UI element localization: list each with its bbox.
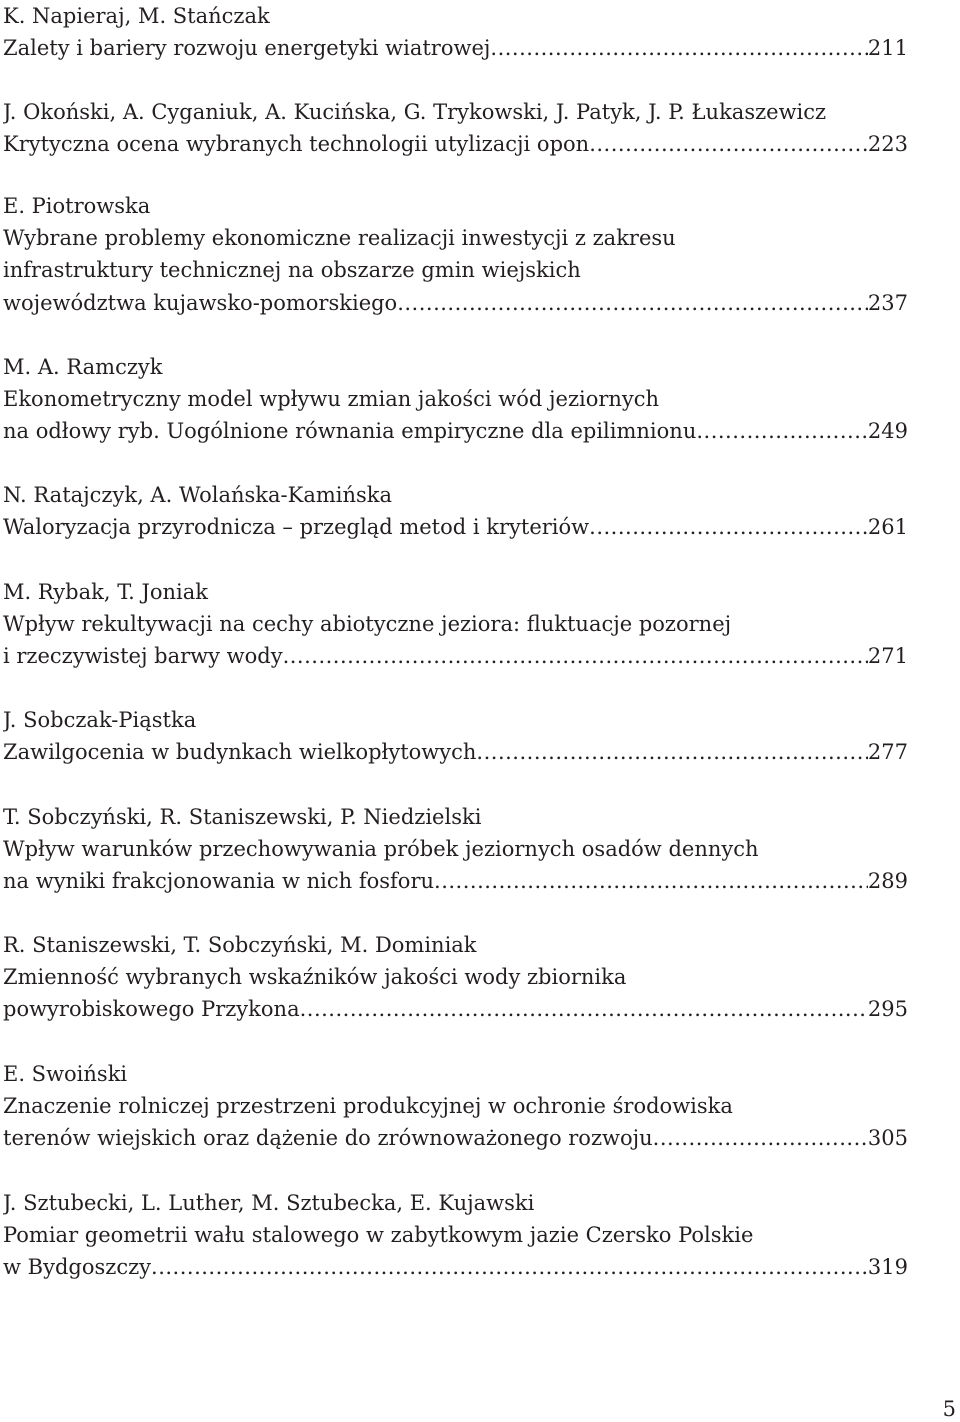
entry-page-number: 295 — [867, 997, 908, 1022]
toc-entry — [3, 0, 908, 64]
dot-leader — [397, 287, 868, 319]
toc-entry — [3, 576, 908, 673]
entry-title-line: Zmienność wybranych wskaźników jakości wody zbiornika — [3, 965, 627, 990]
entry-authors: J. Sobczak-Piąstka — [3, 708, 197, 732]
entry-page-number: 249 — [867, 419, 908, 444]
entry-authors: E. Swoiński — [3, 1062, 128, 1086]
entry-title: powyrobiskowego Przykona — [3, 997, 300, 1022]
dot-leader — [151, 1251, 868, 1283]
entry-authors: T. Sobczyński, R. Staniszewski, P. Niedzielski — [3, 805, 482, 829]
toc-entry — [3, 351, 908, 448]
dot-leader — [589, 128, 868, 160]
entry-title-line: infrastruktury technicznej na obszarze gmin wiejskich — [3, 258, 581, 283]
toc-entry — [3, 704, 908, 768]
entry-authors: J. Sztubecki, L. Luther, M. Sztubecka, E. Kujawski — [3, 1191, 535, 1215]
entry-title-line: Znaczenie rolniczej przestrzeni produkcyjnej w ochronie środowiska — [3, 1094, 733, 1119]
entry-title: Zalety i bariery rozwoju energetyki wiatrowej — [3, 36, 491, 61]
page-number: 5 — [942, 1397, 956, 1421]
entry-title: Krytyczna ocena wybranych technologii utylizacji opon — [3, 132, 590, 157]
entry-title: Zawilgocenia w budynkach wielkopłytowych — [3, 740, 477, 765]
toc-entry — [3, 190, 908, 319]
entry-title-line — [3, 1122, 908, 1154]
entry-title-line: Wpływ rekultywacji na cechy abiotyczne jeziora: fluktuacje pozornej — [3, 612, 732, 637]
entry-title-line: Wybrane problemy ekonomiczne realizacji inwestycji z zakresu — [3, 226, 676, 251]
entry-title: Waloryzacja przyrodnicza – przegląd metod i kryteriów — [3, 515, 590, 540]
entry-authors: R. Staniszewski, T. Sobczyński, M. Dominiak — [3, 933, 477, 957]
entry-title: terenów wiejskich oraz dążenie do zrównoważonego rozwoju — [3, 1126, 653, 1151]
dot-leader — [696, 415, 868, 447]
entry-title: na wyniki frakcjonowania w nich fosforu — [3, 869, 435, 894]
dot-leader — [476, 736, 867, 768]
dot-leader — [300, 993, 868, 1025]
entry-authors: M. Rybak, T. Joniak — [3, 580, 209, 604]
entry-authors: J. Okoński, A. Cyganiuk, A. Kucińska, G. Trykowski, J. Patyk, J. P. Łukaszewicz — [3, 100, 827, 124]
entry-title: na odłowy ryb. Uogólnione równania empiryczne dla epilimnionu — [3, 419, 697, 444]
entry-authors: N. Ratajczyk, A. Wolańska-Kamińska — [3, 483, 393, 507]
dot-leader — [283, 640, 868, 672]
entry-authors: K. Napieraj, M. Stańczak — [3, 4, 270, 28]
dot-leader — [490, 32, 868, 64]
entry-title-line: Wpływ warunków przechowywania próbek jeziornych osadów dennych — [3, 837, 759, 862]
entry-page-number: 289 — [867, 869, 908, 894]
entry-title: województwa kujawsko-pomorskiego — [3, 290, 398, 315]
entry-title-line — [3, 32, 908, 64]
entry-authors: M. A. Ramczyk — [3, 355, 163, 379]
entry-page-number: 277 — [867, 740, 908, 765]
entry-title-line: Ekonometryczny model wpływu zmian jakości wód jeziornych — [3, 387, 660, 412]
toc-entry — [3, 929, 908, 1026]
entry-page-number: 319 — [867, 1255, 908, 1280]
entry-title-line — [3, 511, 908, 543]
toc-entry — [3, 96, 908, 160]
entry-page-number: 237 — [867, 290, 908, 315]
entry-authors: E. Piotrowska — [3, 194, 151, 218]
toc-entry — [3, 1187, 908, 1284]
dot-leader — [589, 511, 868, 543]
entry-title-line — [3, 415, 908, 447]
entry-title: i rzeczywistej barwy wody — [3, 644, 283, 669]
dot-leader — [434, 865, 868, 897]
entry-title: w Bydgoszczy — [3, 1255, 152, 1280]
entry-page-number: 271 — [867, 644, 908, 669]
entry-page-number: 211 — [867, 36, 908, 61]
entry-title-line — [3, 865, 908, 897]
toc-entry — [3, 479, 908, 543]
entry-title-line — [3, 640, 908, 672]
toc-entry — [3, 801, 908, 898]
entry-title-line — [3, 287, 908, 319]
entry-page-number: 223 — [867, 132, 908, 157]
entry-page-number: 305 — [867, 1126, 908, 1151]
entry-title-line — [3, 128, 908, 160]
entry-title-line — [3, 1251, 908, 1283]
entry-title-line: Pomiar geometrii wału stalowego w zabytkowym jazie Czersko Polskie — [3, 1223, 754, 1248]
entry-title-line — [3, 993, 908, 1025]
toc-entry — [3, 1058, 908, 1155]
entry-title-line — [3, 736, 908, 768]
entry-page-number: 261 — [867, 515, 908, 540]
dot-leader — [653, 1122, 868, 1154]
